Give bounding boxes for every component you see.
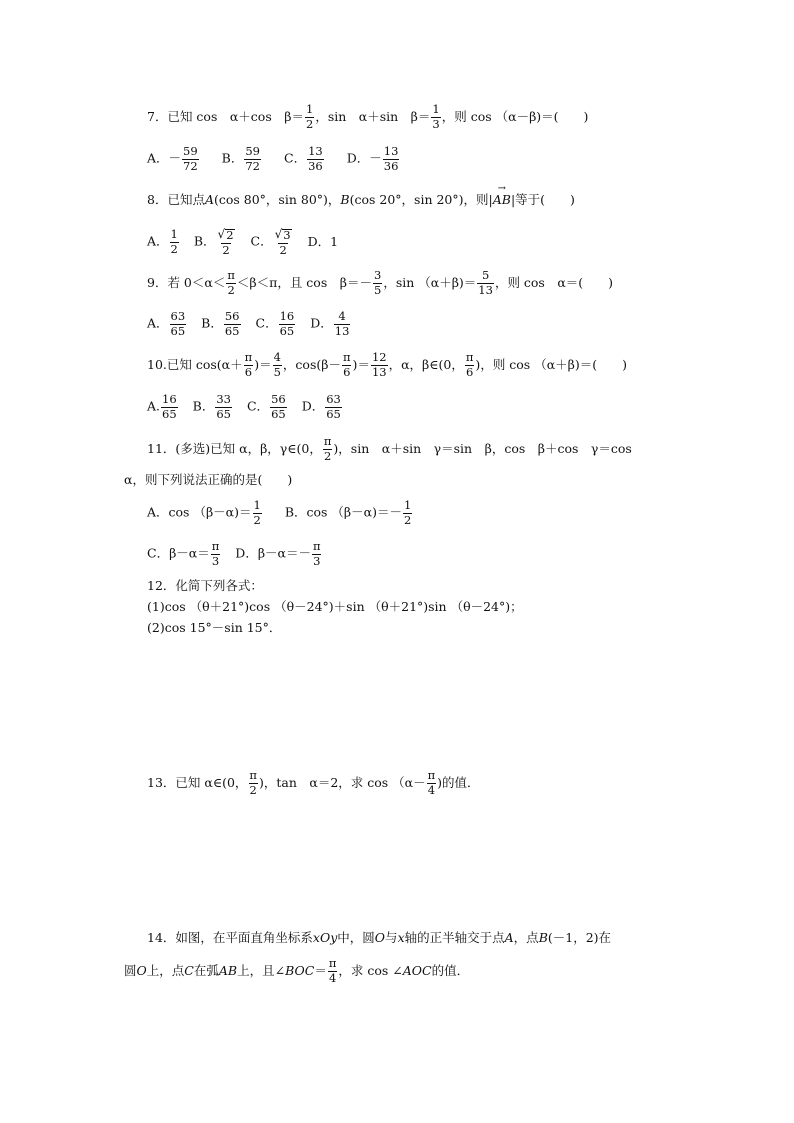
option-a: A．－ $\frac{59}{72}$: [147, 144, 198, 173]
option-d: D． $\frac{4}{13}$: [310, 309, 350, 338]
q8-stem: 8．已知点 A (cos 80°，sin 80°)， B (cos 20°，sin 20°)，则| → AB |等于( ): [147, 194, 575, 207]
q12-part1: (1)cos （θ＋21°)cos （θ－24°)＋sin （θ＋21°)sin （θ－24°)；: [147, 599, 523, 614]
option-c: C． $\frac{13}{36}$: [284, 144, 323, 173]
fraction: $\frac{1}{2}$: [305, 102, 314, 131]
option-d: D． $\frac{63}{65}$: [301, 392, 341, 421]
q8-options: [147, 228, 338, 256]
option-b: B． $\frac{59}{72}$: [221, 144, 260, 173]
option-b: B． $\frac{33}{65}$: [192, 392, 231, 421]
q12-part2: (2)cos 15°－sin 15°．: [147, 620, 282, 635]
option-a: A． $\frac{1}{2}$: [147, 227, 178, 256]
q14-stem-cont: 圆 O 上，点 C 在弧 AB 上，且∠ BOC ＝ $\frac{\pi}{4}$ ，求 cos ∠ AOC 的值．: [124, 956, 470, 985]
option-c: C． √ 3 2: [250, 227, 291, 257]
q9-stem: 9．若 0＜α＜ $\frac{\pi}{2}$ ＜β＜π，且 cos β＝－ $\frac{3}{5}$ ，sin （α＋β)＝ $\frac{5}{13}$ ，则 cos α＝( ): [147, 268, 614, 297]
q11-options-cd: [147, 541, 323, 567]
q12-title: 12．化简下列各式：: [147, 578, 263, 593]
q13-stem: 13．已知 α∈(0， $\frac{\pi}{2}$ )，tan α＝2，求 cos （α－ $\frac{\pi}{4}$ )的值．: [147, 768, 480, 797]
option-d: D．β－α＝－ $\frac{\pi}{3}$: [235, 539, 321, 568]
q14-stem: 14．如图，在平面直角坐标系 xOy 中，圆 O 与 x 轴的正半轴交于点 A ，点 B (－1，2)在: [147, 930, 612, 945]
option-a: A. $\frac{16}{65}$: [147, 392, 177, 421]
q11-options-ab: [147, 500, 413, 526]
q11-stem: 11．(多选)已知 α，β，γ∈(0， $\frac{\pi}{2}$ )，sin α＋sin γ＝sin β，cos β＋cos γ＝cos: [147, 434, 632, 463]
option-c: C． $\frac{56}{65}$: [246, 392, 286, 421]
q9-options: [147, 311, 351, 337]
fraction: $\frac{1}{3}$: [432, 102, 440, 131]
q11-stem-cont: α，则下列说法正确的是( ): [124, 472, 293, 487]
option-a: A． $\frac{63}{65}$: [147, 309, 186, 338]
option-b: B． √ 2 2: [193, 227, 234, 257]
option-a: A．cos （β－α)＝ $\frac{1}{2}$: [147, 498, 261, 527]
option-b: B．cos （β－α)＝－ $\frac{1}{2}$: [284, 498, 412, 527]
q10-options: [147, 394, 343, 420]
option-d: D．－ $\frac{13}{36}$: [346, 144, 399, 173]
option-d: D．1: [307, 233, 339, 249]
q7-stem: 7．已知 cos α＋cos β＝ $\frac{1}{2}$ ，sin α＋sin β＝ $\frac{1}{3}$ ，则 cos （α－β)＝( ): [147, 102, 589, 131]
option-c: C． $\frac{16}{65}$: [255, 309, 295, 338]
vector-ab: → AB: [493, 194, 511, 207]
option-b: B． $\frac{56}{65}$: [201, 309, 240, 338]
q7-options: [147, 146, 400, 172]
option-c: C．β－α＝ $\frac{\pi}{3}$: [147, 539, 220, 568]
q10-stem: 10.已知 cos (α＋ $\frac{\pi}{6}$ ) ＝ $\frac{4}{5}$ ，cos (β－ $\frac{\pi}{6}$ ) ＝ $\frac{12}{13}$ ，α，β∈ (0， $\frac{\pi}{6}$ ) ，则 cos （α＋β)＝( ): [147, 350, 627, 379]
